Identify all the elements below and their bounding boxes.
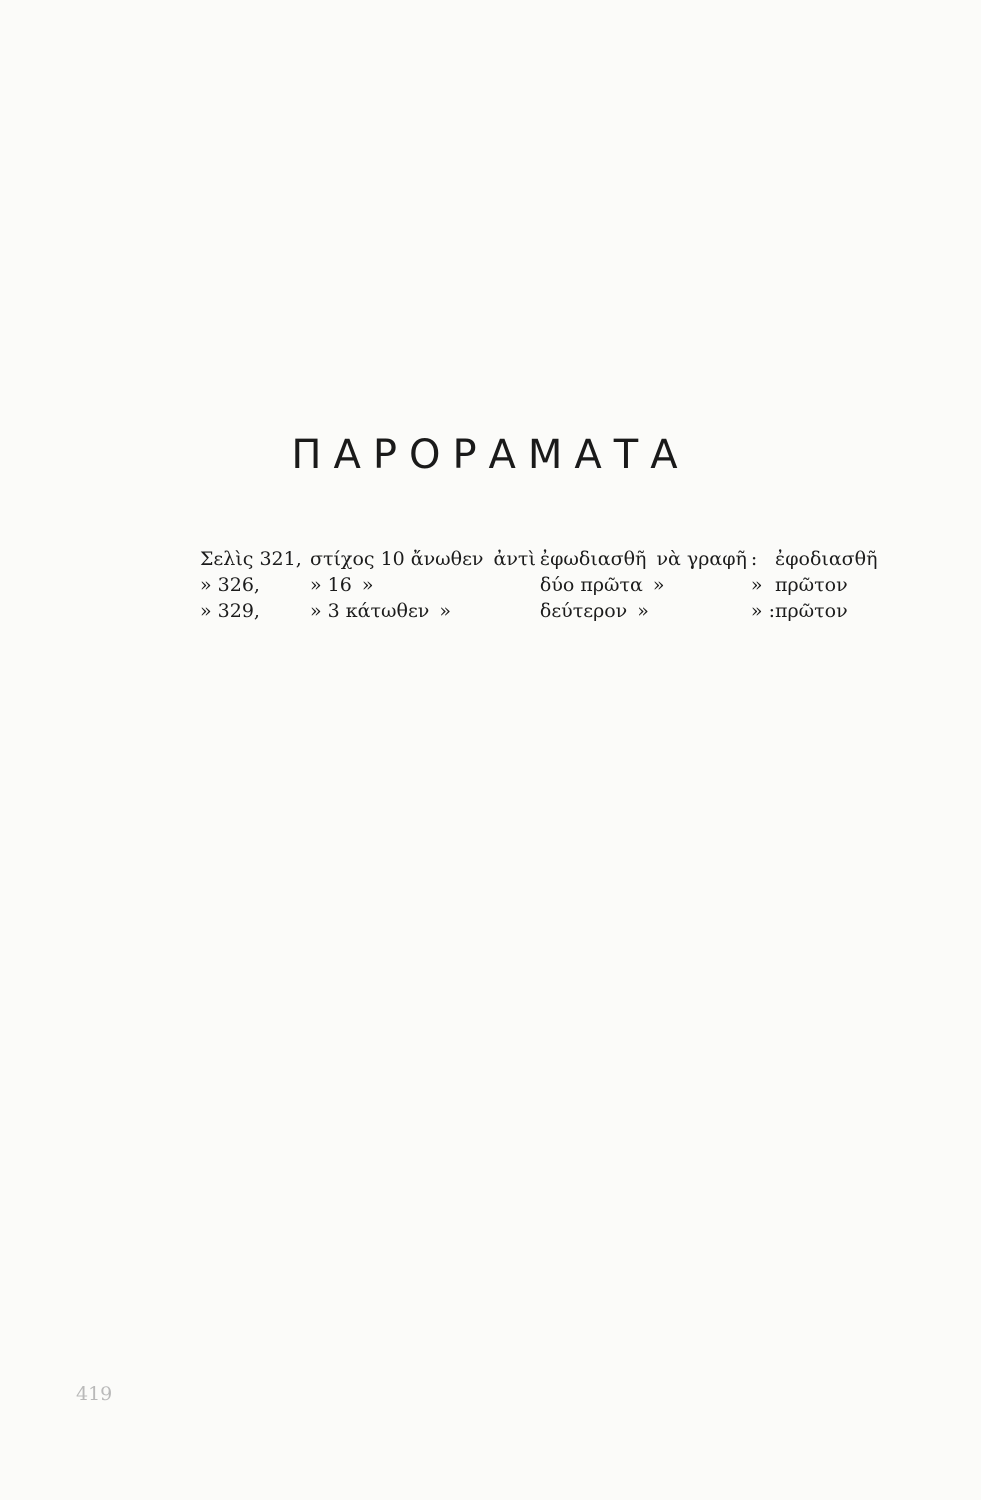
errata-wrong-text: δύο πρῶτα xyxy=(539,574,643,596)
errata-colon: » xyxy=(750,574,763,596)
errata-line xyxy=(310,548,540,574)
errata-title: ΠΑΡΟΡΑΜΑΤΑ xyxy=(291,432,690,478)
errata-instead: » xyxy=(361,574,374,596)
errata-wrong xyxy=(540,574,751,600)
errata-row xyxy=(200,574,885,600)
errata-row xyxy=(200,600,885,626)
page-number: 419 xyxy=(76,1383,113,1405)
errata-page: Σελὶς 321, xyxy=(200,548,302,570)
errata-colon: » : xyxy=(750,600,775,622)
errata-write: » xyxy=(652,574,665,596)
errata-write: νὰ γραφῆ xyxy=(656,548,747,570)
errata-line-text: στίχος 10 ἄνωθεν xyxy=(310,548,484,570)
errata-wrong-text: δεύτερον xyxy=(539,600,628,622)
errata-line xyxy=(310,574,540,600)
errata-line-text: » 16 xyxy=(310,574,352,596)
errata-right: πρῶτον xyxy=(775,600,848,622)
errata-line-text: » 3 κάτωθεν xyxy=(310,600,430,622)
errata-instead: » xyxy=(439,600,452,622)
errata-write: » xyxy=(637,600,649,622)
errata-right: πρῶτον xyxy=(775,574,848,596)
errata-line xyxy=(310,600,540,626)
errata-colon: : xyxy=(750,548,758,570)
errata-right: ἐφοδιασθῆ xyxy=(775,548,878,570)
errata-wrong-text: ἐφωδιασθῆ xyxy=(539,548,647,570)
errata-page: » 326, xyxy=(200,574,260,596)
errata-wrong xyxy=(540,600,751,626)
errata-wrong xyxy=(540,548,751,574)
errata-instead: ἀντὶ xyxy=(493,548,536,570)
errata-page: » 329, xyxy=(200,600,260,622)
errata-table xyxy=(200,548,885,626)
errata-row xyxy=(200,548,885,574)
